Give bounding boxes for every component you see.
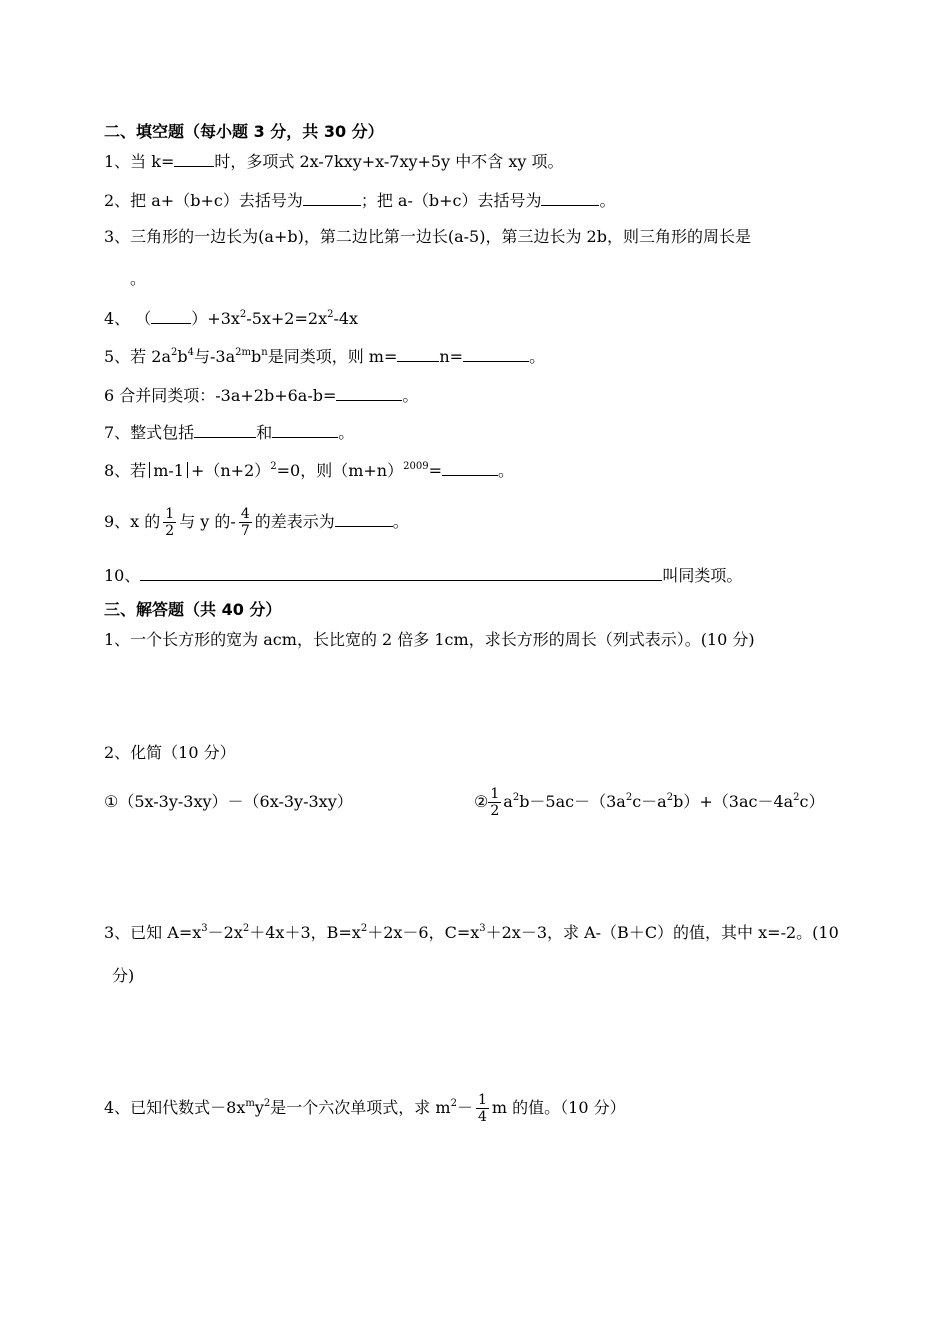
- question-text: 4、 （: [104, 309, 152, 328]
- exponent: n: [261, 347, 268, 358]
- exponent: 2: [171, 347, 178, 358]
- question-text: 8、若: [104, 461, 147, 480]
- answer-blank[interactable]: [397, 345, 439, 362]
- answer-blank[interactable]: [272, 421, 338, 438]
- denominator: 7: [240, 523, 250, 539]
- absolute-bar-left: [149, 462, 150, 478]
- denominator: 4: [477, 1109, 487, 1125]
- exponent: 3: [201, 923, 208, 934]
- question-fill-9: [104, 502, 409, 542]
- question-text: 。: [497, 461, 514, 480]
- question-text: 与-3a: [194, 347, 236, 366]
- fraction: [163, 506, 176, 539]
- question-text: b）+（3ac－4a: [673, 792, 794, 811]
- question-text: b: [251, 347, 262, 366]
- exponent: 2: [239, 309, 247, 320]
- answer-blank[interactable]: [463, 345, 529, 362]
- question-text: y: [254, 1098, 264, 1117]
- denominator: 2: [490, 803, 500, 819]
- question-text: ；把 a-（b+c）去括号为: [360, 191, 542, 210]
- answer-blank[interactable]: [151, 307, 191, 324]
- question-text: 。: [392, 512, 409, 531]
- question-text: -5x+2=2x: [246, 309, 328, 328]
- question-text: 7、整式包括: [104, 423, 195, 442]
- question-text: 9、x 的: [104, 512, 161, 531]
- question-text: ＋4x＋3，B=x: [249, 923, 361, 942]
- exponent: m: [245, 1098, 255, 1109]
- question-text: 3、已知 A=x: [104, 923, 202, 942]
- question-answer-2-title: 2、化简（10 分）: [104, 743, 236, 762]
- question-text: a: [503, 792, 513, 811]
- question-text: 与 y 的-: [179, 512, 236, 531]
- question-answer-4: [104, 1088, 626, 1128]
- exponent: 2: [666, 792, 674, 803]
- question-text: ＋2x－6，C=x: [367, 923, 480, 942]
- exponent: 2009: [403, 461, 429, 472]
- question-text: 。: [402, 386, 419, 405]
- question-text: 6 合并同类项：-3a+2b+6a-b=: [104, 386, 337, 405]
- question-fill-3-end: 。: [130, 269, 147, 288]
- question-text: -4x: [333, 309, 359, 328]
- question-text: 时，多项式 2x-7kxy+x-7xy+5y 中不含 xy 项。: [214, 152, 564, 171]
- exponent: 2: [360, 923, 368, 934]
- question-text: =0，则（m+n）: [276, 461, 404, 480]
- question-text: 1、当 k=: [104, 152, 175, 171]
- exponent: 2: [450, 1098, 457, 1109]
- exponent: 2: [625, 792, 633, 803]
- absolute-bar-right: [187, 462, 188, 478]
- question-answer-3-end: 分): [112, 966, 135, 985]
- question-fill-5: [104, 345, 545, 367]
- question-text: ）+3x: [191, 309, 240, 328]
- numerator: 4: [240, 506, 250, 522]
- exponent: 2: [327, 309, 334, 320]
- exponent: 2m: [235, 347, 251, 358]
- question-fill-10: [104, 564, 742, 586]
- exponent: 2: [512, 792, 520, 803]
- numerator: 1: [490, 786, 500, 802]
- question-text: c－a: [632, 792, 667, 811]
- exponent: 3: [479, 923, 486, 934]
- question-fill-7: [104, 421, 354, 443]
- question-text: 叫同类项。: [662, 566, 743, 585]
- question-text: 5、若 2a: [104, 347, 171, 366]
- question-answer-2-part-1: ①（5x-3y-3xy）－（6x-3y-3xy）: [104, 792, 353, 811]
- answer-blank[interactable]: [303, 189, 361, 206]
- exponent: 4: [187, 347, 194, 358]
- question-answer-3: [104, 923, 839, 943]
- answer-blank[interactable]: [194, 421, 256, 438]
- question-text: 3、三角形的一边长为(a+b)，第二边比第一边长(a-5)，第三边长为 2b，则三角形的周长是: [104, 227, 751, 246]
- question-fill-6: [104, 384, 418, 406]
- fraction: [488, 786, 501, 819]
- question-fill-2: [104, 189, 616, 211]
- fraction: [476, 1092, 489, 1125]
- answer-blank[interactable]: [442, 459, 498, 476]
- section-title-fill-blank: 二、填空题（每小题 3 分，共 30 分）: [104, 122, 384, 141]
- question-text: b－5ac－（3a: [519, 792, 626, 811]
- section-title-answer: 三、解答题（共 40 分）: [104, 600, 282, 619]
- question-answer-1: 1、一个长方形的宽为 acm，长比宽的 2 倍多 1cm，求长方形的周长（列式表示）。(10 分): [104, 630, 755, 649]
- question-text: c）: [799, 792, 825, 811]
- question-text: =: [428, 461, 442, 480]
- question-fill-4: [104, 307, 358, 329]
- question-fill-3: [104, 227, 751, 247]
- question-text: ②: [474, 792, 489, 811]
- question-text: 是一个六次单项式，求 m: [270, 1098, 451, 1117]
- question-fill-1: [104, 150, 563, 172]
- question-text: －2x: [207, 923, 243, 942]
- question-text: m-1: [153, 461, 184, 480]
- exponent: 2: [270, 461, 277, 472]
- answer-blank[interactable]: [541, 189, 599, 206]
- question-fill-8: [104, 459, 514, 481]
- question-text: 10、: [104, 566, 141, 585]
- answer-blank[interactable]: [140, 564, 662, 581]
- exponent: 2: [263, 1098, 271, 1109]
- numerator: 1: [165, 506, 175, 522]
- question-text: 2、把 a+（b+c）去括号为: [104, 191, 303, 210]
- question-text: 4、已知代数式－8x: [104, 1098, 246, 1117]
- question-text: 的差表示为: [254, 512, 335, 531]
- answer-blank[interactable]: [336, 384, 402, 401]
- question-text: 。: [338, 423, 355, 442]
- question-text: +（n+2）: [190, 461, 271, 480]
- exponent: 2: [793, 792, 800, 803]
- denominator: 2: [165, 523, 175, 539]
- question-text: m 的值。（10 分）: [491, 1098, 626, 1117]
- question-text: 和: [256, 423, 273, 442]
- question-text: 。: [599, 191, 616, 210]
- answer-blank[interactable]: [335, 510, 393, 527]
- question-text: n=: [439, 347, 464, 366]
- question-text: b: [177, 347, 188, 366]
- question-text: －: [456, 1098, 473, 1117]
- question-text: 是同类项，则 m=: [267, 347, 398, 366]
- answer-blank[interactable]: [174, 150, 214, 167]
- question-text: 。: [529, 347, 546, 366]
- question-answer-2-part-2: [474, 782, 825, 822]
- question-text: ＋2x－3，求 A-（B＋C）的值，其中 x=-2。(10: [485, 923, 839, 942]
- exponent: 2: [242, 923, 250, 934]
- fraction: [239, 506, 252, 539]
- numerator: 1: [477, 1092, 487, 1108]
